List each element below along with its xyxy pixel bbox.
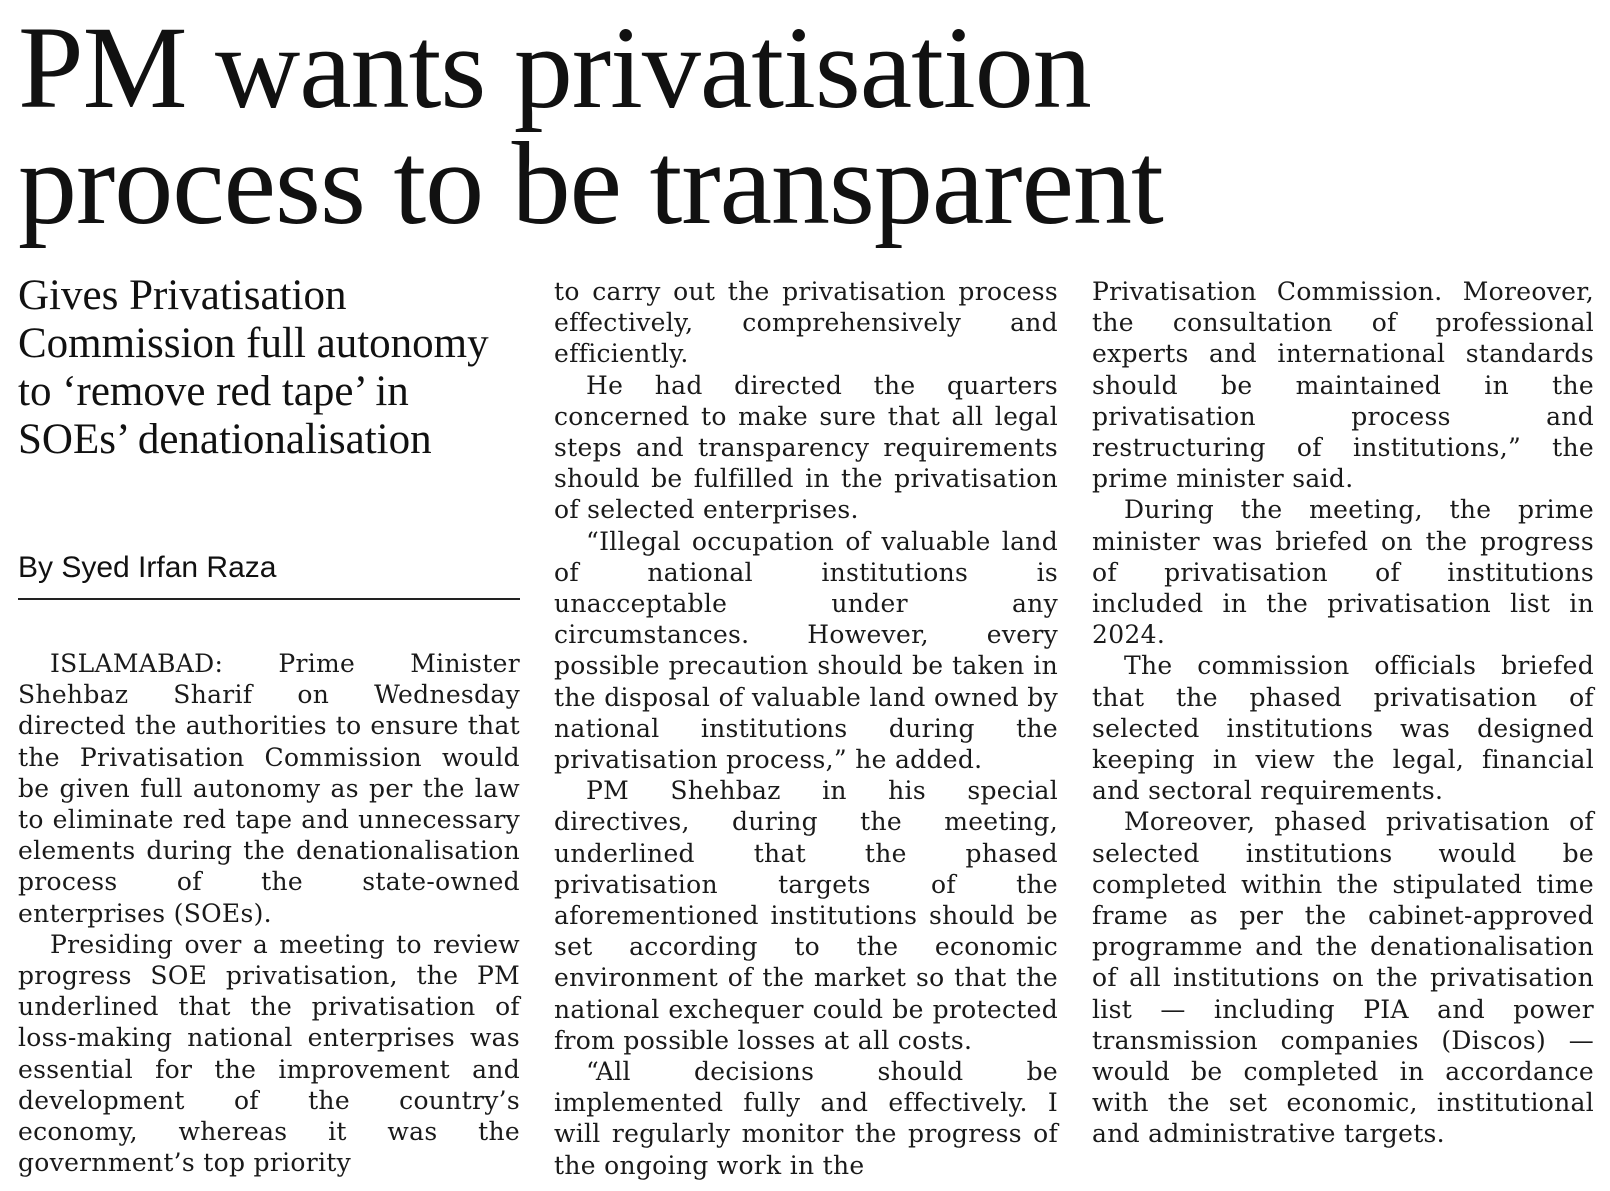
paragraph: “Illegal occupation of valuable land of national institutions is unacceptable under any circumstances. However, every possible precaution should be taken in the disposal of valuable land owned by national institutions during the privatisation process,” he added. [554, 526, 1058, 775]
deck-subheadline: Gives Privatisation Commission full autonomy to ‘remove red tape’ in SOEs’ denationalisation [18, 272, 489, 463]
article-column-3 [1092, 276, 1594, 1150]
headline-line-1: PM wants privatisation [18, 2, 1091, 133]
paragraph: Privatisation Commission. Moreover, the consultation of professional experts and international standards should be maintained in the privatisation process and restructuring of institutions,” the prime minister said. [1092, 277, 1594, 494]
paragraph: to carry out the privatisation process effectively, comprehensively and efficiently. [554, 277, 1058, 369]
article-column-1 [18, 648, 520, 1178]
paragraph: The commission officials briefed that the phased privatisation of selected institutions was designed keeping in view the legal, financial and sectoral requirements. [1092, 651, 1594, 806]
article-column-2 [554, 276, 1058, 1181]
paragraph: ISLAMABAD: Prime Minister Shehbaz Sharif on Wednesday directed the authorities to ensure that the Privatisation Commission would be given full autonomy as per the law to eliminate red tape and unnecessary elements during the denationalisation process of the state-owned enterprises (SOEs). [18, 649, 520, 928]
paragraph: “All decisions should be implemented fully and effectively. I will regularly monitor the progress of the ongoing work in the [554, 1057, 1058, 1180]
paragraph: PM Shehbaz in his special directives, during the meeting, underlined that the phased privatisation targets of the aforementioned institutions should be set according to the economic environment of the market so that the national exchequer could be protected from possible losses at all costs. [554, 776, 1058, 1055]
byline: By Syed Irfan Raza [18, 551, 277, 584]
paragraph: Presiding over a meeting to review progress SOE privatisation, the PM underlined that the privatisation of loss-making national enterprises was essential for the improvement and development of the country’s economy, whereas it was the government’s top priority [18, 929, 520, 1178]
paragraph: During the meeting, the prime minister was briefed on the progress of privatisation of institutions included in the privatisation list in 2024. [1092, 495, 1594, 650]
paragraph: He had directed the quarters concerned to make sure that all legal steps and transparency requirements should be fulfilled in the privatisation of selected enterprises. [554, 370, 1058, 525]
paragraph: Moreover, phased privatisation of selected institutions would be completed within the stipulated time frame as per the cabinet-approved programme and the denationalisation of all institutions on the privatisation list — including PIA and power transmission companies (Discos) — would be completed in accordance with the set economic, institutional and administrative targets. [1092, 807, 1594, 1149]
byline-rule [18, 598, 520, 600]
headline [18, 2, 1598, 249]
headline-line-2: process to be transparent [18, 118, 1163, 249]
